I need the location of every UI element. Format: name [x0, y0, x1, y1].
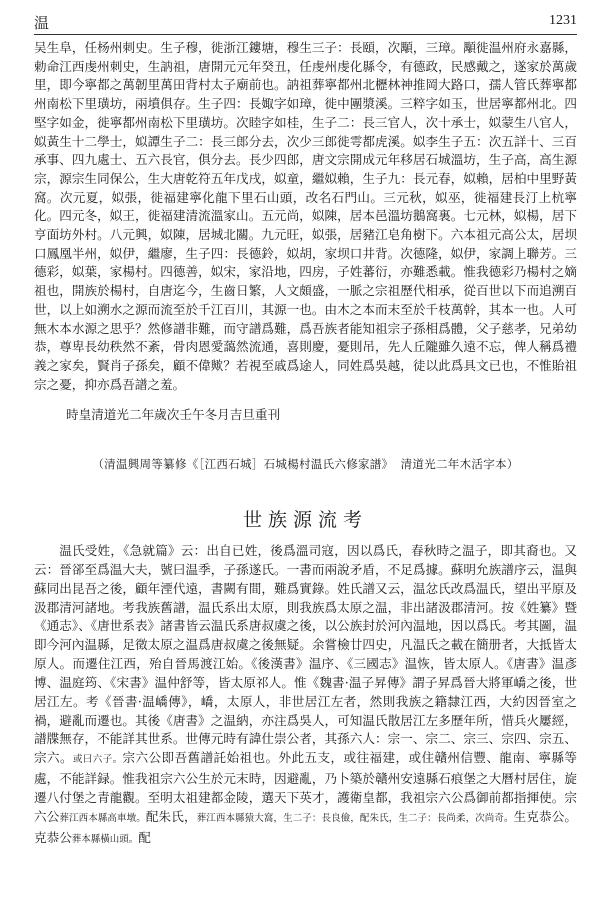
preface-paragraph: 吴生阜，任杨州刺史。生子穆，徙浙江鏤塘，穆生三子：長頤，次顒，三璋。顒徙温州府永嘉縣，勅命江西虔州刺史，生訥祖，唐開元元年癸丑，任虔州虔化縣令，有德政，民感戴之，遂家於萬歲里，即今寧都之萬韌里萬田背村太子廟前也。訥祖葬寧都州北櫪林神推岡大路口，孺人管氏葬寧都州南松下里璜坊，兩墳俱存。生子四：長娵字如璋，徙中團漿溪。三粹字如玉，世居寧都州北。四堅字如金，徙寧都州南松下里璜坊。次睦字如桂，生子二：長三官人，次十承士，姒蒙生八官人，姒黃生十二學士，姒譚生子二：長三郎分去，次少三郎徙雩都虎溪。姒李生子五：次五詳十、三百承事、四九處士、五六長官，俱分去。長少四郎，唐文宗開成元年移居石城溫坊，生子高，高生源宗，源宗生同保公，生大唐乾符五年戊戌，姒童，繼姒賴，生子九：長元春，姒賴，居柏中里野黃窩。次元夏，姒張，徙福建寧化龍下里石山頭，改名石門山。三元秋，姒巫，徙福建長汀上杭寧化。四元冬，姒王，徙福建清流溫家山。五元尚，姒陳，居本邑溫坊鵝窩裏。七元林，姒楊，居下亨面坊外村。八元興，姒陳，居城北關。九元旺，姒張，居豬江皂角樹下。六本祖元高公太，居坝口鳳凰半州，姒伊，繼廖，生子四：長德鈴，姒胡，家坝口井背。次德隆，姒伊，家調上聯芳。三德彩，姒葉，家楊村。四德善，姒宋，家沿地，四房，子姓蕃衍，亦難悉載。惟我德彩乃楊村之嫡祖也，開族於楊村，自唐迄今，生齒日繁，人文頗盛，一脈之宗祖歷代相承，從百世以下而追溯百世，以上如溯水之源而流至於千江百川，其源一也。由木之本而末至於千枝萬幹，其本一也。人可無木本水源之思乎？然修譜非難，而守譜爲難，爲吾族者能知祖宗子孫相爲體，父子慈孝，兄弟幼恭，尊卑長幼秩然不紊，骨肉恩愛藹然流通，喜則慶，憂則吊，先人丘隴雖久遠不忘，俾人稱爲禮義之家矣，賢肖子孫矣，顧不偉歟？若視至戚爲途人，同姓爲吳越，徒以此爲具文已也，不惟貽祖宗之憂，抑亦爲吾譜之羞。 [34, 40, 577, 392]
inline-note: 葬江西本縣猿大窩，生二子：長良儉，配朱氏，生二子：長尚柔，次尚奇。 [196, 812, 514, 824]
body-text: 生克恭公。克恭公 [34, 808, 577, 845]
body-text: 宗六公即吾舊譜託始祖也。外此五支，或往福建，或住贛州信豐、龍南、寧縣等處，不能詳録。惟我祖宗六公生於元末時，因避亂，乃卜築於贛州安遠縣石痕堡之大曆村居住，旋遷八付堡之青龍觀。至明太祖建都金陵，選天下英才，護衛皇都，我祖宗六公爲御前都指揮使。宗六公 [34, 750, 577, 824]
page-number: 1231 [549, 13, 577, 28]
section-title: 世族源流考 [242, 509, 368, 531]
body-text: 温氏受姓，《急就篇》云：出自已姓，後爲溫司寇，因以爲氏，春秋時之温子，即其裔也。又云：晉郤至爲温大夫，號曰温季，子孫遂氏。一書而兩說矛盾，不足爲據。蘇明允族譜序云，温與蘇同出昆吾之後，顧年湮代遠，書闕有間，難爲實錄。姓氏譜又云，温忿氏改爲温氏，望出平原及汲郡清河諸地。考我族舊譜，温氏系出太原，則我族爲太原之温，非出諸汲郡清河。按《姓纂》暨《通志》、《唐世系表》諸書皆云温氏系唐叔虞之後，以公族封於河內温地，因以爲氏。考其圖，温即今河內温縣，足徵太原之温爲唐叔虞之後無疑。余嘗檢廿四史，凡温氏之載在簡册者，大抵皆太原人。而遷住江西，殆自晉馬渡江始。《後漢書》温序、《三國志》温恢，皆太原人。《唐書》温彥博、温庭筠、《宋書》温仲舒等，皆太原祁人。惟《魏書·温子昇傳》謂子昇爲晉大將軍嶠之後，世居江左。考《晉書·温嶠傳》，嶠，太原人，非世居江左者，然則我族之籍隸江西，大約因晉室之禍，避亂而遷也。其後《唐書》之温納，亦注爲吳人，可知温氏散居江左多歷年所，惜兵火屢經，譜牒無存，不能詳其世系。世傳元時有諱仕崇公者，其孫六人：宗一、宗二、宗三、宗四、宗五、宗六。 [34, 543, 577, 766]
page-header [34, 10, 577, 35]
section-text-block [34, 542, 577, 850]
body-text: 配朱氏， [145, 808, 197, 824]
source-citation: （清温興周等纂修《［江西石城］石城楊村温氏六修家譜》 清道光二年木活字本） [92, 457, 519, 471]
dateline: 時皇清道光二年歲次壬午冬月吉旦重刊 [66, 407, 281, 422]
section-paragraph [34, 542, 577, 850]
inline-note: 葬本縣橫山頭。 [71, 833, 139, 845]
body-text: 配 [138, 829, 151, 845]
inline-note: 葬江西本縣高車墩。 [59, 812, 146, 824]
preface-text-block [34, 39, 577, 394]
running-head: 温 [34, 14, 50, 32]
inline-note: 或曰六子。 [73, 754, 123, 766]
